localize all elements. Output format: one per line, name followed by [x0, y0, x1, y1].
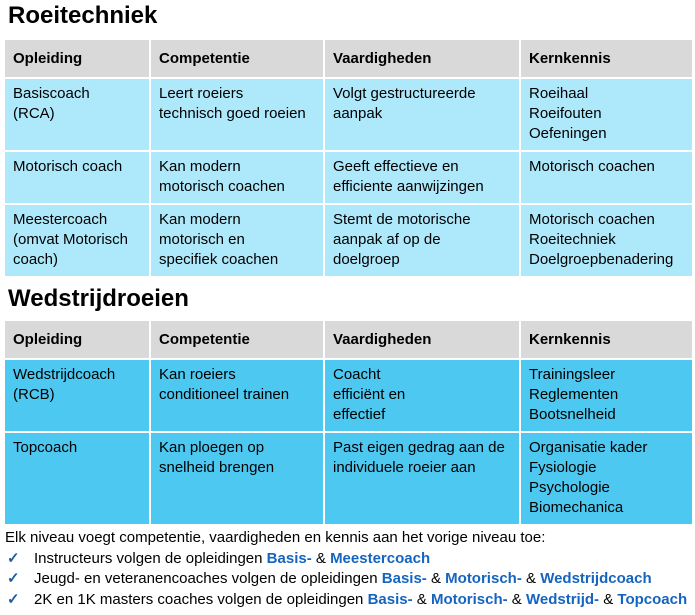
course-name: Basis- [381, 570, 427, 587]
course-path-text: 2K en 1K masters coaches volgen de opleidingen [34, 590, 364, 608]
cell-text-line: Roeihaal [529, 85, 589, 102]
course-name: Basis- [367, 590, 413, 608]
course-name: Motorisch- [445, 570, 522, 587]
cell-text-line: Leert roeiers [159, 85, 244, 102]
cell-text-line: Wedstrijdcoach [13, 366, 116, 383]
cell-text-line: specifiek coachen [159, 251, 279, 268]
cell-text-line: Motorisch coach [13, 158, 123, 175]
course-name: Meestercoach [330, 549, 431, 567]
cell-text-line: Trainingsleer [529, 366, 616, 383]
column-header-kernkennis: Kernkennis [520, 320, 693, 359]
course-path-list [5, 549, 690, 611]
cell-opleiding [4, 151, 150, 204]
course-name: Wedstrijdcoach [540, 570, 652, 587]
cell-text-line: Motorisch coachen [529, 211, 655, 228]
course-path-item [5, 569, 690, 590]
course-separator: & [511, 590, 522, 608]
cell-vaardigheden [324, 359, 520, 432]
course-separator: & [430, 570, 441, 587]
cell-text-line: effectief [333, 406, 386, 423]
column-header-competentie: Competentie [150, 39, 324, 78]
checkmark-icon: ✓ [7, 549, 20, 567]
cell-text-line: motorisch en [159, 231, 245, 248]
cell-text-line: motorisch coachen [159, 178, 285, 195]
table-row [4, 359, 693, 432]
cell-opleiding [4, 432, 150, 525]
column-header-opleiding: Opleiding [4, 320, 150, 359]
cell-text-line: Biomechanica [529, 499, 624, 516]
cell-competentie [150, 204, 324, 277]
course-path-text: Jeugd- en veteranencoaches volgen de opleidingen [34, 570, 378, 587]
cell-text-line: Roeifouten [529, 105, 602, 122]
cell-competentie [150, 359, 324, 432]
course-separator: & [315, 549, 326, 567]
cell-kernkennis [520, 78, 693, 151]
course-name: Motorisch- [430, 590, 508, 608]
course-path-item [5, 590, 690, 611]
cell-text-line: Basiscoach [13, 85, 90, 102]
cell-text-line: Kan modern [159, 211, 241, 228]
table-row [4, 151, 693, 204]
cell-text-line: Oefeningen [529, 125, 607, 142]
cell-vaardigheden [324, 204, 520, 277]
cell-vaardigheden [324, 432, 520, 525]
table-row [4, 204, 693, 277]
cell-text-line: snelheid brengen [159, 459, 275, 476]
cell-competentie [150, 432, 324, 525]
table-wedstrijdroeien [3, 319, 694, 526]
cell-text-line: efficiente aanwijzingen [333, 178, 484, 195]
cell-text-line: conditioneel trainen [159, 386, 290, 403]
cell-text-line: Topcoach [13, 439, 78, 456]
cell-text-line: (omvat Motorisch [13, 231, 129, 248]
course-separator: & [416, 590, 427, 608]
cell-text-line: Geeft effectieve en [333, 158, 459, 175]
cell-kernkennis [520, 432, 693, 525]
course-path-item [5, 549, 690, 570]
cell-text-line: Volgt gestructureerde [333, 85, 476, 102]
cell-text-line: Coacht [333, 366, 381, 383]
cell-text-line: doelgroep [333, 251, 400, 268]
cell-text-line: efficiënt en [333, 386, 406, 403]
course-name: Wedstrijd- [525, 590, 600, 608]
cell-text-line: Motorisch coachen [529, 158, 655, 175]
course-name: Topcoach [617, 590, 688, 608]
cell-text-line: Kan roeiers [159, 366, 236, 383]
table-row [4, 432, 693, 525]
checkmark-icon: ✓ [7, 570, 20, 587]
cell-text-line: Meestercoach [13, 211, 108, 228]
column-header-competentie: Competentie [150, 320, 324, 359]
cell-text-line: technisch goed roeien [159, 105, 306, 122]
cell-text-line: Roeitechniek [529, 231, 616, 248]
cell-kernkennis [520, 204, 693, 277]
column-header-opleiding: Opleiding [4, 39, 150, 78]
cell-text-line: Stemt de motorische [333, 211, 471, 228]
cell-opleiding [4, 359, 150, 432]
cell-text-line: (RCA) [13, 105, 55, 122]
column-header-vaardigheden: Vaardigheden [324, 320, 520, 359]
column-header-vaardigheden: Vaardigheden [324, 39, 520, 78]
cell-competentie [150, 78, 324, 151]
cell-text-line: aanpak [333, 105, 383, 122]
course-name: Basis- [266, 549, 312, 567]
cell-text-line: Psychologie [529, 479, 610, 496]
footer-intro: Elk niveau voegt competentie, vaardigheden en kennis aan het vorige niveau toe: [5, 529, 546, 546]
course-separator: & [603, 590, 614, 608]
cell-opleiding [4, 78, 150, 151]
section-title-roeitechniek: Roeitechniek [8, 2, 158, 29]
column-header-kernkennis: Kernkennis [520, 39, 693, 78]
cell-text-line: Fysiologie [529, 459, 597, 476]
cell-opleiding [4, 204, 150, 277]
table-roeitechniek [3, 38, 694, 278]
course-path-text: Instructeurs volgen de opleidingen [34, 549, 263, 567]
footer-notes [5, 528, 690, 610]
table-header-row [4, 320, 693, 359]
course-separator: & [526, 570, 537, 587]
cell-text-line: coach) [13, 251, 59, 268]
cell-text-line: Doelgroepbenadering [529, 251, 674, 268]
table-header-row [4, 39, 693, 78]
cell-text-line: Organisatie kader [529, 439, 648, 456]
cell-kernkennis [520, 151, 693, 204]
cell-text-line: aanpak af op de [333, 231, 441, 248]
cell-text-line: Kan ploegen op [159, 439, 265, 456]
cell-competentie [150, 151, 324, 204]
table-row [4, 78, 693, 151]
cell-text-line: Reglementen [529, 386, 619, 403]
cell-text-line: individuele roeier aan [333, 459, 476, 476]
cell-text-line: (RCB) [13, 386, 55, 403]
cell-kernkennis [520, 359, 693, 432]
cell-text-line: Bootsnelheid [529, 406, 616, 423]
cell-text-line: Kan modern [159, 158, 241, 175]
checkmark-icon: ✓ [7, 590, 20, 608]
cell-vaardigheden [324, 151, 520, 204]
cell-vaardigheden [324, 78, 520, 151]
cell-text-line: Past eigen gedrag aan de [333, 439, 505, 456]
section-title-wedstrijdroeien: Wedstrijdroeien [8, 285, 189, 312]
